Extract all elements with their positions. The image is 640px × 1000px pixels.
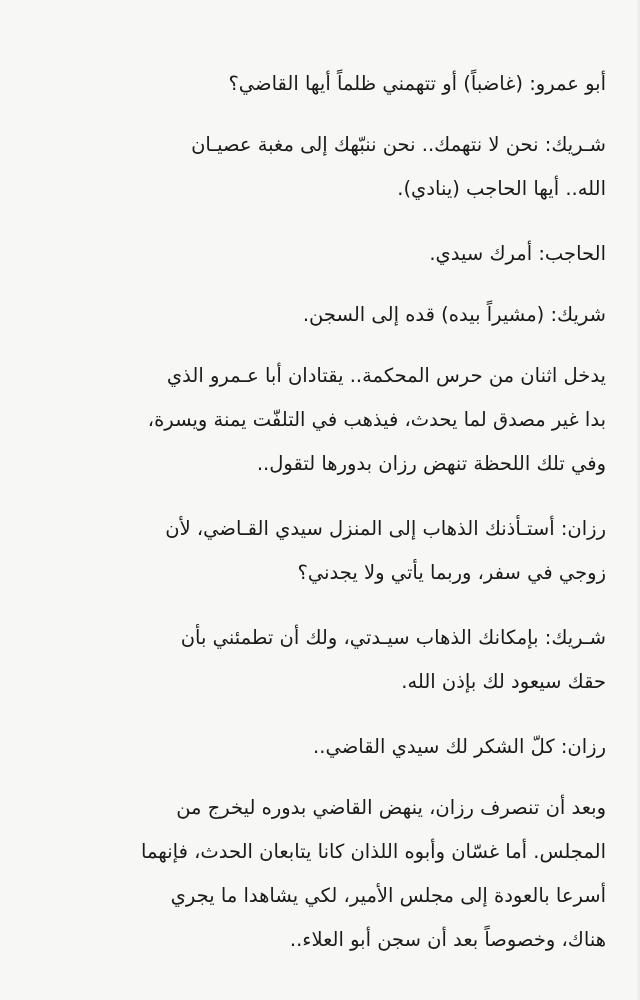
paragraph-razan-1	[52, 507, 606, 595]
text-line: يدخل اثنان من حرس المحكمة.. يقتادان أبا عـمرو الذي	[166, 364, 606, 387]
paragraph-shurayk-3	[52, 616, 606, 704]
text-line: الحاجب: أمرك سيدي.	[429, 242, 606, 265]
paragraph-narration-guards	[52, 354, 606, 486]
text-line: زوجي في سفر، وربما يأتي ولا يجدني؟	[297, 561, 606, 584]
text-line: بدا غير مصدق لما يحدث، فيذهب في التلفّت يمنة ويسرة،	[147, 408, 606, 431]
text-line: شـريك: نحن لا نتهمك.. نحن ننبّهك إلى مغبة عصيـان	[191, 133, 606, 156]
text-line: رزان: كلّ الشكر لك سيدي القاضي..	[313, 735, 606, 758]
paragraph-shurayk-2	[52, 293, 606, 337]
text-line: وفي تلك اللحظة تنهض رزان بدورها لتقول..	[256, 452, 606, 475]
text-line: أسرعا بالعودة إلى مجلس الأمير، لكي يشاهدا ما يجري	[170, 884, 606, 907]
paragraph-hajib	[52, 232, 606, 276]
text-line: أبو عمرو: (غاضباً) أو تتهمني ظلماً أيها القاضي؟	[228, 72, 606, 95]
text-line: رزان: أستـأذنك الذهاب إلى المنزل سيدي القـاضي، لأن	[165, 517, 606, 540]
paragraph-razan-2	[52, 725, 606, 769]
paragraph-abu-amr	[52, 62, 606, 106]
text-line: الله.. أيها الحاجب (ينادي).	[397, 177, 606, 200]
paragraph-narration-exit	[52, 786, 606, 962]
text-line: شـريك: بإمكانك الذهاب سيـدتي، ولك أن تطمئني بأن	[180, 626, 606, 649]
text-line: حقك سيعود لك بإذن الله.	[401, 670, 606, 693]
page-edge-shadow	[636, 0, 640, 1000]
paragraph-shurayk-1	[52, 123, 606, 211]
text-line: شريك: (مشيراً بيده) قده إلى السجن.	[302, 303, 606, 326]
text-line: وبعد أن تنصرف رزان، ينهض القاضي بدوره ليخرج من	[176, 796, 606, 819]
text-line: المجلس. أما غسّان وأبوه اللذان كانا يتابعان الحدث، فإنهما	[141, 840, 606, 863]
text-line: هناك، وخصوصاً بعد أن سجن أبو العلاء..	[289, 928, 606, 951]
